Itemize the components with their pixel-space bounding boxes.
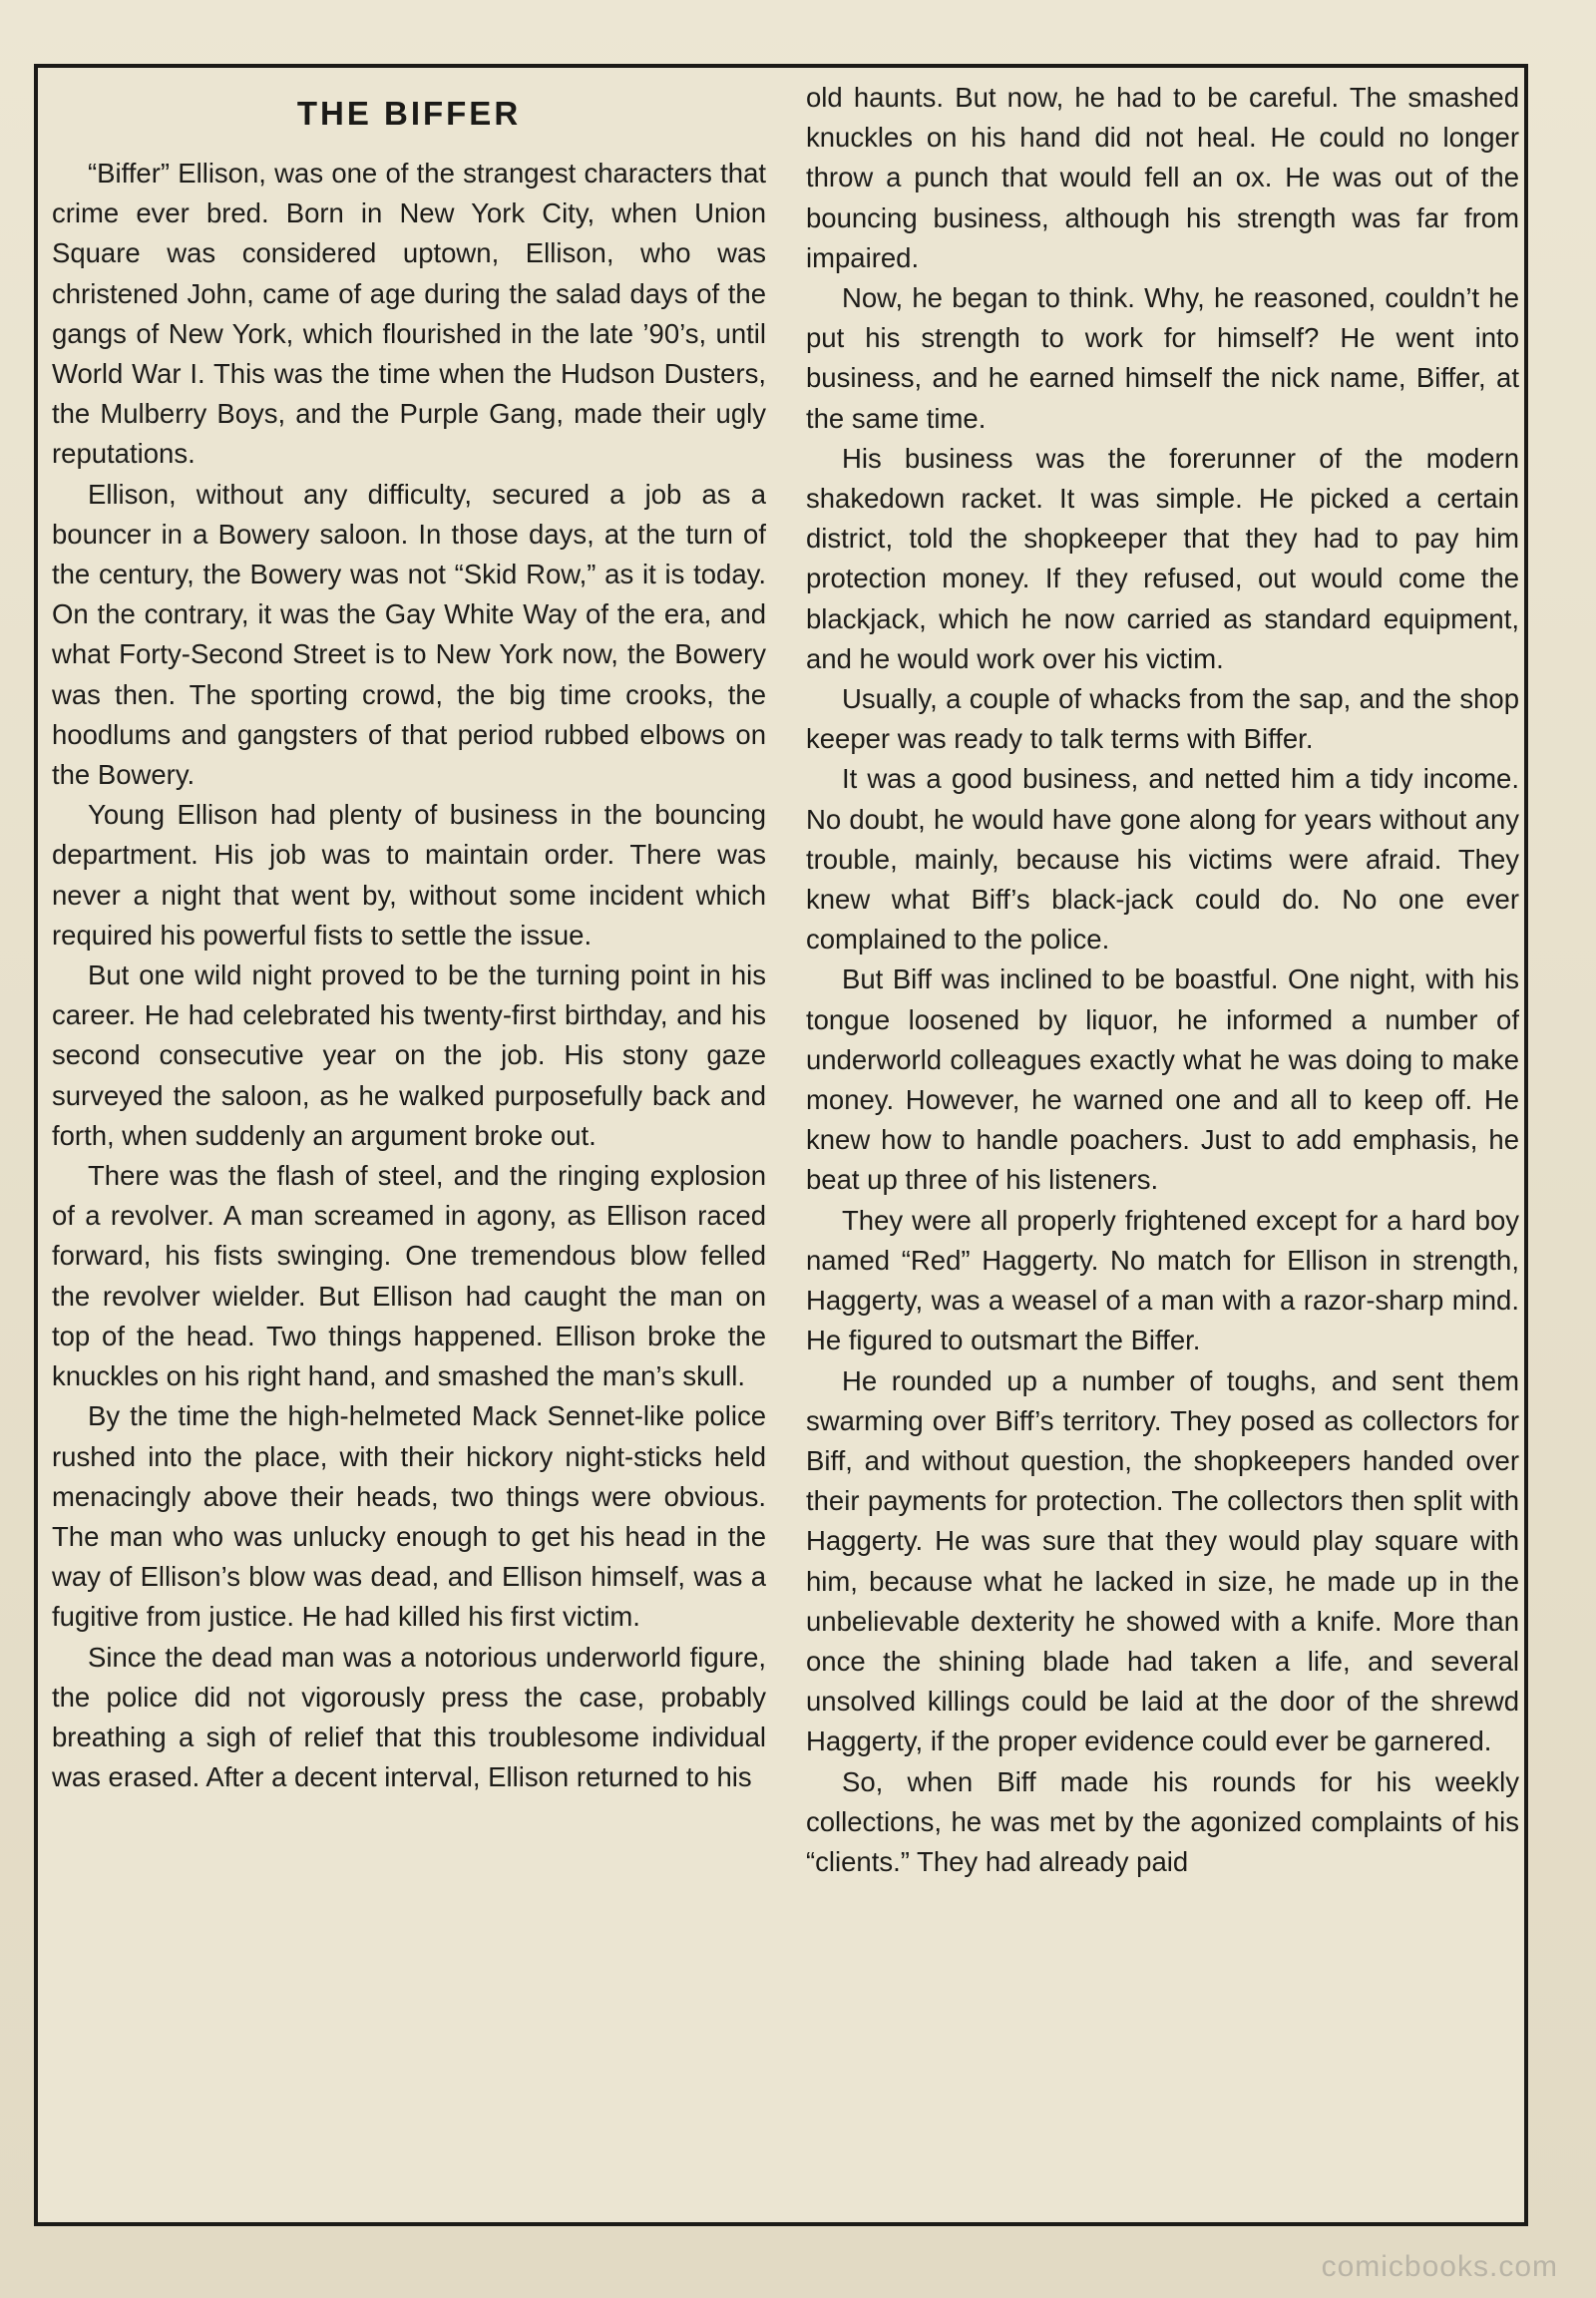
right-column xyxy=(806,78,1519,2202)
paragraph-continued: old haunts. But now, he had to be careful. The smashed knuckles on his hand did not heal. He could no longer throw a punch that would fell an ox. He was out of the bouncing business, although his strength was far from impaired. xyxy=(806,82,1519,273)
paragraph: “Biffer” Ellison, was one of the strangest characters that crime ever bred. Born in New York City, when Union Square was considered uptown, Ellison, who was christened John, came of age during the salad days of the gangs of New York, which flourished in the late ’90’s, until World War I. This was the time when the Hudson Dusters, the Mulberry Boys, and the Purple Gang, made their ugly reputations. xyxy=(52,158,766,470)
paragraph: It was a good business, and netted him a tidy income. No doubt, he would have gone along for years without any trouble, mainly, because his victims were afraid. They knew what Biff’s black-jack could do. No one ever complained to the police. xyxy=(806,763,1519,956)
paragraph: They were all properly frightened except for a hard boy named “Red” Haggerty. No match for Ellison in strength, Haggerty, was a weasel of a man with a razor-sharp mind. He figured to outsmart the Biffer. xyxy=(806,1204,1519,1356)
paragraph: Ellison, without any difficulty, secured a job as a bouncer in a Bowery saloon. In those days, at the turn of the century, the Bowery was not “Skid Row,” as it is today. On the contrary, it was the Gay White Way of the era, and what Forty-Second Street is to New York now, the Bowery was then. The sporting crowd, the big time crooks, the hoodlums and gangsters of that period rubbed elbows on the Bowery. xyxy=(52,478,766,791)
paragraph: Usually, a couple of whacks from the sap, and the shop keeper was ready to talk terms with Biffer. xyxy=(806,683,1519,755)
paragraph: By the time the high-helmeted Mack Sennet-like police rushed into the place, with their hickory night-sticks held menacingly above their heads, two things were obvious. The man who was unlucky enough to get his head in the way of Ellison’s blow was dead, and Ellison himself, was a fugitive from justice. He had killed his first victim. xyxy=(52,1400,766,1633)
paragraph: There was the flash of steel, and the ringing explosion of a revolver. A man screamed in agony, as Ellison raced forward, his fists swinging. One tremendous blow felled the revolver wielder. But Ellison had caught the man on top of the head. Two things happened. Ellison broke the knuckles on his right hand, and smashed the man’s skull. xyxy=(52,1160,766,1392)
article-frame xyxy=(34,64,1528,2226)
paragraph: Now, he began to think. Why, he reasoned, couldn’t he put his strength to work for himself? He went into business, and he earned himself the nick name, Biffer, at the same time. xyxy=(806,282,1519,434)
paragraph: Young Ellison had plenty of business in the bouncing department. His job was to maintain order. There was never a night that went by, without some incident which required his powerful fists to settle the issue. xyxy=(52,799,766,951)
paragraph: He rounded up a number of toughs, and sent them swarming over Biff’s territory. They posed as collectors for Biff, and without question, the shopkeepers handed over their payments for protection. The collectors then split with Haggerty. He was sure that they would play square with him, because what he lacked in size, he made up in the unbelievable dexterity he showed with a knife. More than once the shining blade had taken a life, and several unsolved killings could be laid at the door of the shrewd Haggerty, if the proper evidence could ever be garnered. xyxy=(806,1364,1519,1757)
paragraph: But Biff was inclined to be boastful. One night, with his tongue loosened by liquor, he informed a number of underworld colleagues exactly what he was doing to make money. However, he warned one and all to keep off. He knew how to handle poachers. Just to add emphasis, he beat up three of his listeners. xyxy=(806,963,1519,1196)
paragraph: Since the dead man was a notorious underworld figure, the police did not vigorously press the case, probably breathing a sigh of relief that this troublesome individual was erased. After a decent interval, Ellison returned to his xyxy=(52,1641,766,1793)
watermark-text: comicbooks.com xyxy=(1321,2250,1558,2283)
paragraph: So, when Biff made his rounds for his weekly collections, he was met by the agonized complaints of his “clients.” They had already paid xyxy=(806,1765,1519,1877)
paragraph: But one wild night proved to be the turning point in his career. He had celebrated his twenty-first birthday, and his second consecutive year on the job. His stony gaze surveyed the saloon, as he walked purposefully back and forth, when suddenly an argument broke out. xyxy=(52,959,766,1151)
left-column xyxy=(52,78,766,2202)
paragraph: His business was the forerunner of the modern shakedown racket. It was simple. He picked a certain district, told the shopkeeper that they had to pay him protection money. If they refused, out would come the blackjack, which he now carried as standard equipment, and he would work over his victim. xyxy=(806,442,1519,674)
article-title: THE BIFFER xyxy=(296,95,522,132)
